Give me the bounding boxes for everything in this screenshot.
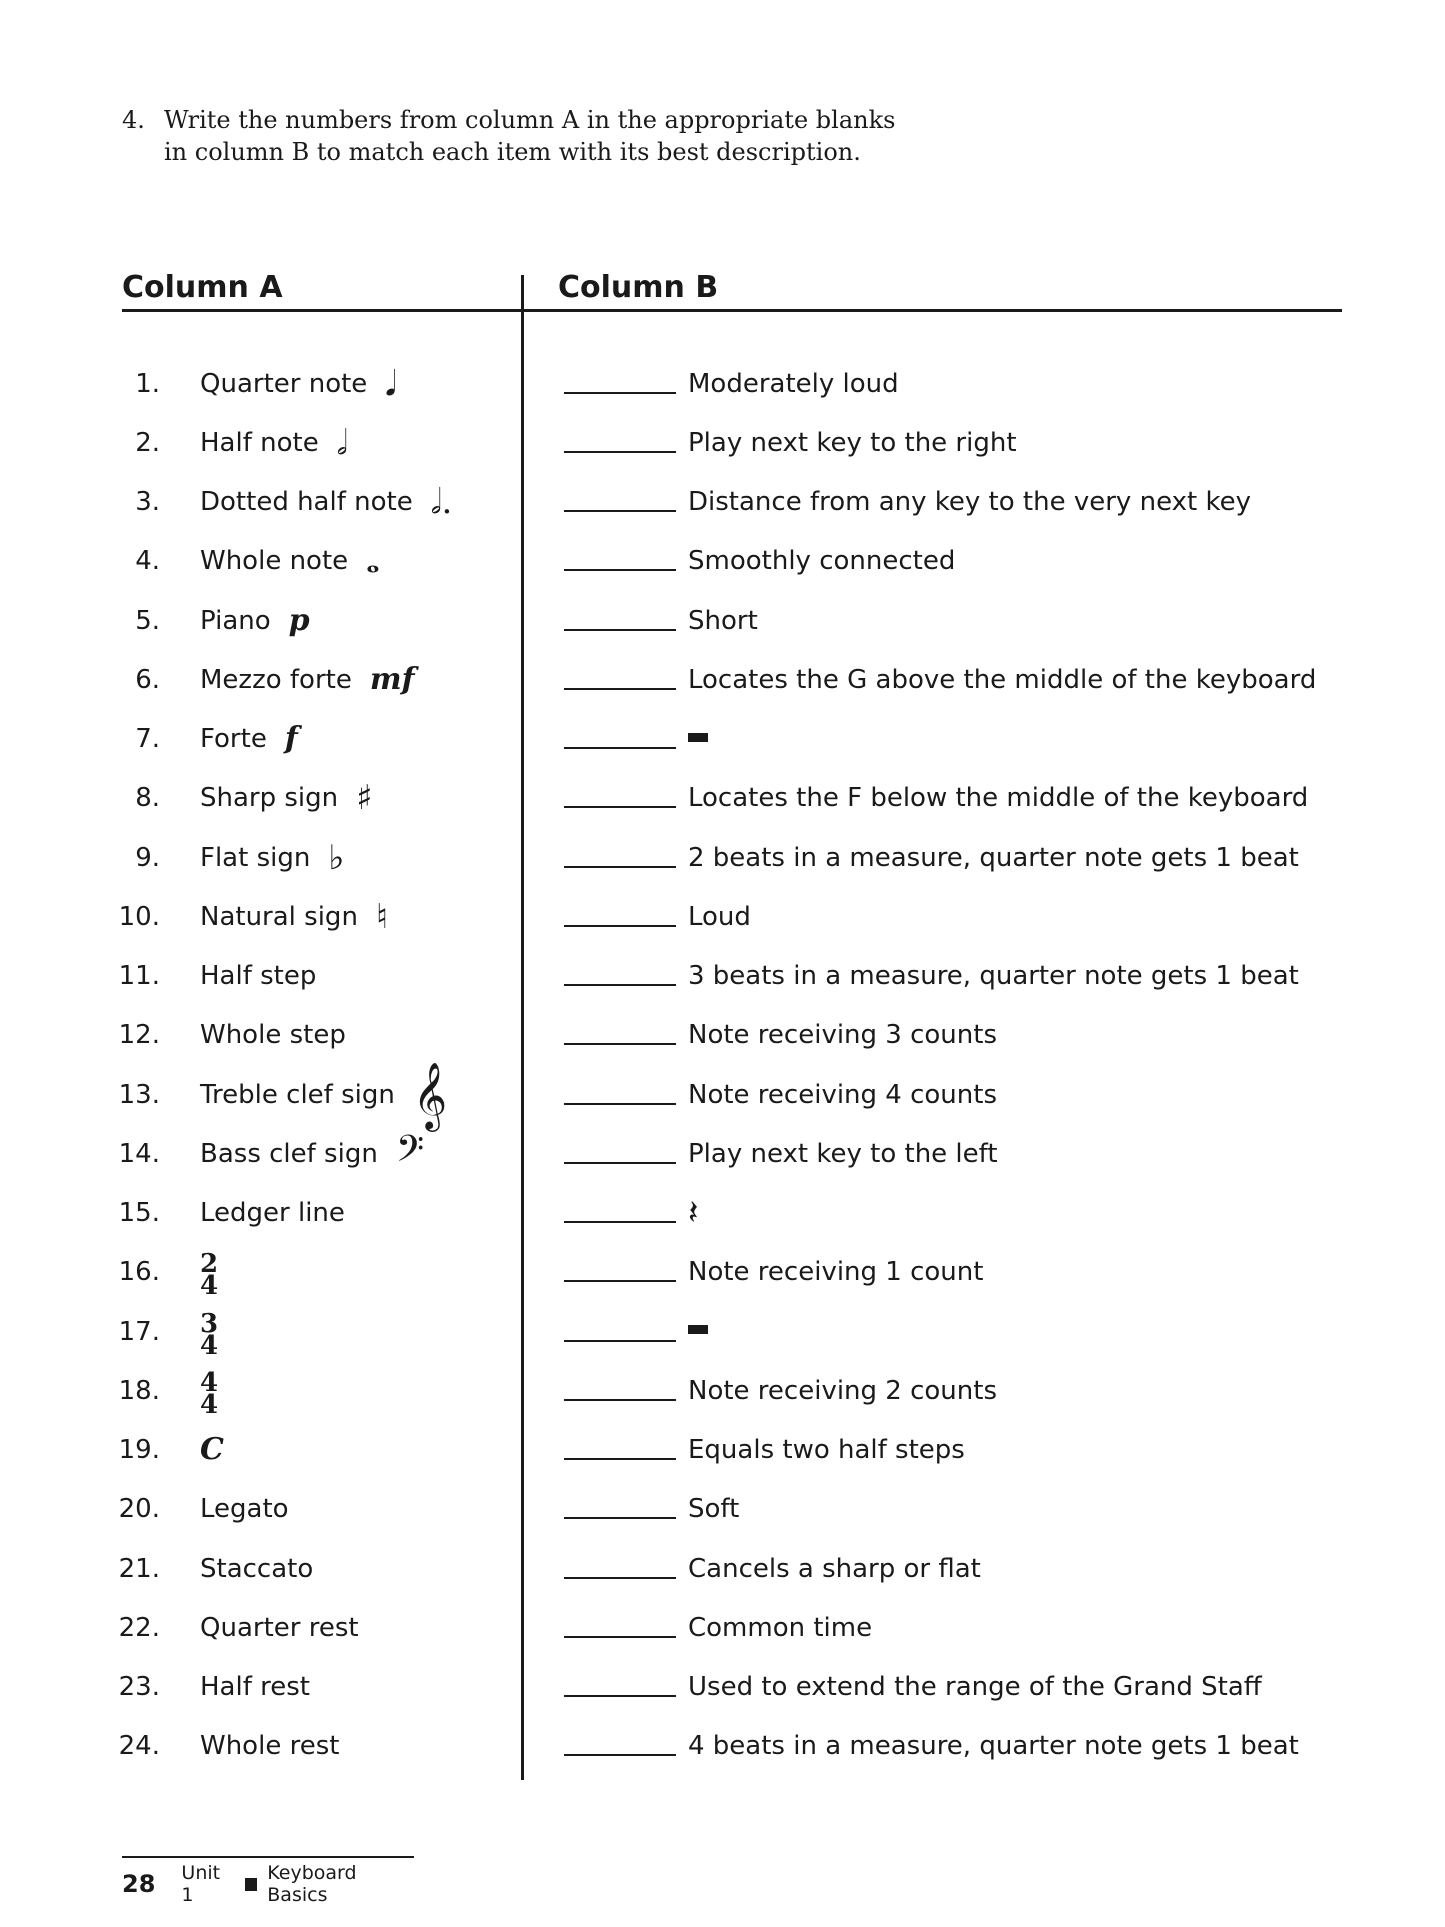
time-signature-icon: 2 4 bbox=[200, 1249, 219, 1302]
column-a-item bbox=[110, 650, 510, 709]
column-a-item bbox=[110, 354, 510, 413]
music-symbol-icon: ♮ bbox=[375, 896, 389, 937]
column-a-item bbox=[110, 591, 510, 650]
column-a-item bbox=[110, 1717, 510, 1776]
whole-rest-icon bbox=[688, 733, 708, 742]
column-b-item bbox=[564, 650, 1354, 709]
instructions bbox=[122, 104, 1022, 168]
music-symbol-icon: 𝄢 bbox=[395, 1127, 425, 1179]
item-description: Note receiving 1 count bbox=[688, 1257, 984, 1288]
music-symbol-icon: f bbox=[284, 721, 298, 757]
item-number: 17. bbox=[118, 1316, 160, 1347]
square-bullet-icon bbox=[245, 1878, 257, 1891]
column-b-item bbox=[564, 1302, 1354, 1361]
column-b-item bbox=[564, 532, 1354, 591]
item-number: 21. bbox=[118, 1553, 160, 1584]
item-number: 4. bbox=[135, 546, 160, 577]
item-number: 18. bbox=[118, 1375, 160, 1406]
column-b-item bbox=[564, 828, 1354, 887]
time-signature-icon: 4 4 bbox=[200, 1367, 219, 1420]
answer-blank[interactable] bbox=[564, 1077, 676, 1105]
answer-blank[interactable] bbox=[564, 1195, 676, 1223]
column-a-item bbox=[110, 1361, 510, 1420]
item-number: 20. bbox=[118, 1494, 160, 1525]
answer-blank[interactable] bbox=[564, 662, 676, 690]
item-description: Soft bbox=[688, 1494, 740, 1525]
item-number: 3. bbox=[135, 487, 160, 518]
half-rest-icon bbox=[688, 1325, 708, 1334]
item-term: Forte bbox=[200, 724, 267, 755]
item-number: 5. bbox=[135, 605, 160, 636]
music-symbol-icon: 𝅘𝅥 bbox=[385, 363, 397, 404]
item-term: Legato bbox=[200, 1494, 289, 1525]
answer-blank[interactable] bbox=[564, 1728, 676, 1756]
item-number: 22. bbox=[118, 1612, 160, 1643]
answer-blank[interactable] bbox=[564, 425, 676, 453]
item-description: Locates the F below the middle of the keyboard bbox=[688, 783, 1309, 814]
column-b-item bbox=[564, 1658, 1354, 1717]
answer-blank[interactable] bbox=[564, 1610, 676, 1638]
section-label: Keyboard Basics bbox=[267, 1862, 357, 1906]
item-description: Play next key to the left bbox=[688, 1138, 998, 1169]
music-symbol-icon: 𝅗𝅥 bbox=[336, 422, 348, 463]
item-term: Mezzo forte bbox=[200, 664, 352, 695]
item-number: 16. bbox=[118, 1257, 160, 1288]
answer-blank[interactable] bbox=[564, 899, 676, 927]
music-symbol-icon: mf bbox=[369, 661, 415, 697]
item-term: Half step bbox=[200, 961, 317, 992]
item-term: Whole rest bbox=[200, 1731, 340, 1762]
answer-blank[interactable] bbox=[564, 1254, 676, 1282]
column-b-item bbox=[564, 1539, 1354, 1598]
item-number: 10. bbox=[118, 901, 160, 932]
item-number: 15. bbox=[118, 1198, 160, 1229]
page-footer bbox=[122, 1856, 414, 1906]
column-a-item bbox=[110, 710, 510, 769]
music-symbol-icon: 𝄞 bbox=[412, 1060, 448, 1129]
answer-blank[interactable] bbox=[564, 1017, 676, 1045]
column-b-item bbox=[564, 947, 1354, 1006]
item-description: Equals two half steps bbox=[688, 1435, 965, 1466]
item-term: Sharp sign bbox=[200, 783, 339, 814]
column-b-item bbox=[564, 1006, 1354, 1065]
item-description: Note receiving 2 counts bbox=[688, 1375, 998, 1406]
column-b-item bbox=[564, 354, 1354, 413]
column-a-item bbox=[110, 1658, 510, 1717]
column-a-item bbox=[110, 1302, 510, 1361]
answer-blank[interactable] bbox=[564, 1551, 676, 1579]
heading-rule bbox=[122, 309, 1342, 312]
time-signature-icon: 3 4 bbox=[200, 1308, 219, 1361]
item-term: Quarter rest bbox=[200, 1612, 359, 1643]
item-description: Cancels a sharp or flat bbox=[688, 1553, 981, 1584]
item-number: 7. bbox=[135, 724, 160, 755]
unit-label: Unit 1 bbox=[181, 1862, 221, 1906]
column-b-item bbox=[564, 1124, 1354, 1183]
item-description: Common time bbox=[688, 1612, 873, 1643]
column-a-item bbox=[110, 1006, 510, 1065]
column-a-item bbox=[110, 1480, 510, 1539]
page-number: 28 bbox=[122, 1870, 156, 1898]
item-description: Smoothly connected bbox=[688, 546, 956, 577]
answer-blank[interactable] bbox=[564, 1373, 676, 1401]
item-term: Piano bbox=[200, 605, 271, 636]
quarter-rest-icon: 𝄽 bbox=[688, 1193, 699, 1234]
column-b-item bbox=[564, 1598, 1354, 1657]
music-symbol-icon: 𝅝 bbox=[366, 541, 380, 582]
column-a-item bbox=[110, 769, 510, 828]
item-number: 1. bbox=[135, 368, 160, 399]
answer-blank[interactable] bbox=[564, 1491, 676, 1519]
answer-blank[interactable] bbox=[564, 780, 676, 808]
column-a-item bbox=[110, 1539, 510, 1598]
item-term: Half rest bbox=[200, 1672, 310, 1703]
item-description: 4 beats in a measure, quarter note gets 1 beat bbox=[688, 1731, 1299, 1762]
column-b-item bbox=[564, 1243, 1354, 1302]
column-b-item bbox=[564, 710, 1354, 769]
column-b-item bbox=[564, 413, 1354, 472]
column-a-item bbox=[110, 413, 510, 472]
item-description: Note receiving 3 counts bbox=[688, 1020, 998, 1051]
item-description: Loud bbox=[688, 901, 751, 932]
item-number: 24. bbox=[118, 1731, 160, 1762]
column-a-item bbox=[110, 1184, 510, 1243]
item-term: Natural sign bbox=[200, 901, 358, 932]
music-symbol-icon: 𝅗𝅥. bbox=[430, 482, 453, 523]
column-a-item bbox=[110, 1421, 510, 1480]
item-term: Flat sign bbox=[200, 842, 311, 873]
item-description: 2 beats in a measure, quarter note gets 1 beat bbox=[688, 842, 1299, 873]
column-b-item bbox=[564, 769, 1354, 828]
item-number: 2. bbox=[135, 427, 160, 458]
item-description: Play next key to the right bbox=[688, 427, 1017, 458]
column-a-item bbox=[110, 887, 510, 946]
item-number: 12. bbox=[118, 1020, 160, 1051]
item-term: Bass clef sign bbox=[200, 1138, 378, 1169]
column-b-item bbox=[564, 887, 1354, 946]
question-text: Write the numbers from column A in the appropriate blanks in column B to match each item with its best description. bbox=[164, 106, 896, 166]
answer-blank[interactable] bbox=[564, 543, 676, 571]
item-number: 9. bbox=[135, 842, 160, 873]
column-b-item bbox=[564, 1421, 1354, 1480]
column-b-item bbox=[564, 1184, 1354, 1243]
music-symbol-icon: ♯ bbox=[356, 778, 373, 819]
column-a-heading: Column A bbox=[122, 270, 283, 305]
column-b-item bbox=[564, 1361, 1354, 1420]
item-term: Whole note bbox=[200, 546, 349, 577]
item-term: Treble clef sign bbox=[200, 1079, 395, 1110]
item-description: Moderately loud bbox=[688, 368, 899, 399]
item-term: Half note bbox=[200, 427, 319, 458]
item-term: Staccato bbox=[200, 1553, 314, 1584]
column-a-item bbox=[110, 1598, 510, 1657]
item-number: 6. bbox=[135, 664, 160, 695]
answer-blank[interactable] bbox=[564, 1432, 676, 1460]
column-b-item bbox=[564, 1717, 1354, 1776]
column-divider bbox=[521, 275, 524, 1780]
item-description: Note receiving 4 counts bbox=[688, 1079, 998, 1110]
item-term: Whole step bbox=[200, 1020, 346, 1051]
item-term: Quarter note bbox=[200, 368, 368, 399]
column-a-item bbox=[110, 1124, 510, 1183]
answer-blank[interactable] bbox=[564, 603, 676, 631]
item-number: 14. bbox=[118, 1138, 160, 1169]
answer-blank[interactable] bbox=[564, 366, 676, 394]
item-description: Locates the G above the middle of the keyboard bbox=[688, 664, 1317, 695]
answer-blank[interactable] bbox=[564, 1136, 676, 1164]
column-b-item bbox=[564, 1065, 1354, 1124]
item-description: Used to extend the range of the Grand Staff bbox=[688, 1672, 1262, 1703]
column-a-item bbox=[110, 1060, 510, 1129]
column-a-item bbox=[110, 828, 510, 887]
item-number: 19. bbox=[118, 1435, 160, 1466]
item-number: 11. bbox=[118, 961, 160, 992]
item-description: 3 beats in a measure, quarter note gets 1 beat bbox=[688, 961, 1299, 992]
item-number: 8. bbox=[135, 783, 160, 814]
answer-blank[interactable] bbox=[564, 721, 676, 749]
music-symbol-icon: ♭ bbox=[328, 837, 345, 878]
answer-blank[interactable] bbox=[564, 1314, 676, 1342]
column-a-item bbox=[110, 473, 510, 532]
item-description: Distance from any key to the very next key bbox=[688, 487, 1251, 518]
music-symbol-icon: p bbox=[288, 602, 310, 638]
answer-blank[interactable] bbox=[564, 484, 676, 512]
music-symbol-icon: C bbox=[200, 1432, 224, 1468]
answer-blank[interactable] bbox=[564, 1669, 676, 1697]
item-number: 13. bbox=[118, 1079, 160, 1110]
column-a-item bbox=[110, 1243, 510, 1302]
item-number: 23. bbox=[118, 1672, 160, 1703]
column-b-item bbox=[564, 1480, 1354, 1539]
question-number: 4. bbox=[122, 106, 145, 134]
column-a-list bbox=[110, 354, 510, 1776]
column-b-heading: Column B bbox=[558, 270, 719, 305]
column-a-item bbox=[110, 947, 510, 1006]
answer-blank[interactable] bbox=[564, 958, 676, 986]
column-b-item bbox=[564, 473, 1354, 532]
column-b-list bbox=[564, 354, 1354, 1776]
column-a-item bbox=[110, 532, 510, 591]
item-term: Ledger line bbox=[200, 1198, 345, 1229]
answer-blank[interactable] bbox=[564, 840, 676, 868]
item-description: Short bbox=[688, 605, 758, 636]
item-term: Dotted half note bbox=[200, 487, 413, 518]
column-b-item bbox=[564, 591, 1354, 650]
